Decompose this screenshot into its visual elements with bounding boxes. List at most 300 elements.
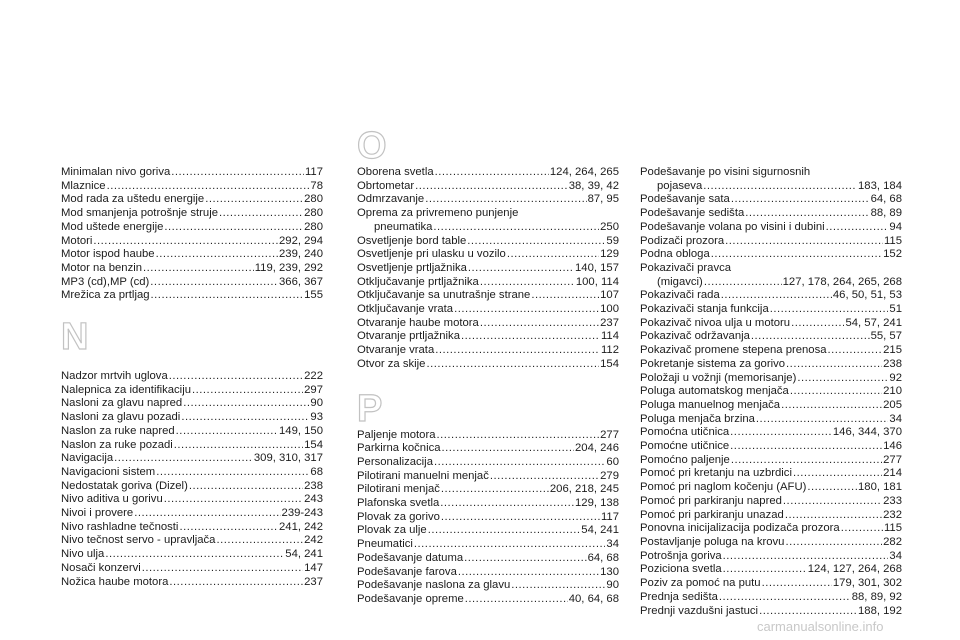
watermark: carmanualsonline.info [757, 619, 884, 634]
entry-term: Nalepnica za identifikaciju [61, 383, 191, 396]
entry-term: Podna obloga [640, 248, 710, 261]
index-entry [61, 207, 323, 221]
index-entry [357, 456, 619, 470]
entry-term: Nosači konzervi [61, 561, 141, 574]
entry-pages: 233 [883, 494, 902, 507]
index-entry [640, 399, 902, 413]
index-entry [357, 497, 619, 511]
leader-dots [426, 358, 599, 372]
entry-pages: 87, 95 [587, 193, 619, 206]
leader-dots [433, 221, 599, 235]
index-entry [357, 248, 619, 262]
index-entry [640, 262, 902, 276]
entry-pages: 152 [883, 248, 902, 261]
index-entry [640, 577, 902, 591]
index-entry [640, 317, 902, 331]
top-spacer [61, 0, 323, 166]
index-entry [357, 221, 619, 235]
index-entry [61, 507, 323, 521]
index-entry [357, 593, 619, 607]
entry-pages: 280 [304, 193, 323, 206]
index-entry [640, 495, 902, 509]
index-entry [357, 579, 619, 593]
leader-dots [143, 262, 254, 276]
leader-dots [216, 534, 303, 548]
entry-pages: 129, 138 [575, 497, 619, 510]
index-entry [640, 591, 902, 605]
entry-pages: 38, 39, 42 [568, 179, 619, 192]
index-column-3 [640, 0, 902, 618]
entry-pages: 154 [304, 438, 323, 451]
leader-dots [723, 563, 807, 577]
index-entry [357, 317, 619, 331]
leader-dots [179, 521, 278, 535]
leader-dots [189, 480, 303, 494]
leader-dots [841, 522, 883, 536]
leader-dots [156, 466, 309, 480]
entry-pages: 206, 218, 245 [549, 483, 619, 496]
section-p-entries [357, 429, 619, 607]
entry-term: Poziv za pomoć na putu [640, 577, 761, 590]
entry-pages: 205 [883, 398, 902, 411]
entry-pages: 93 [310, 411, 323, 424]
entry-term: (migavci) [657, 275, 703, 288]
entry-pages: 46, 50, 51, 53 [832, 289, 902, 302]
index-entry [61, 166, 323, 180]
entry-pages: 59 [606, 234, 619, 247]
leader-dots [730, 426, 832, 440]
entry-term: Pokazivači rada [640, 289, 720, 302]
leader-dots [467, 235, 605, 249]
leader-dots [169, 370, 303, 384]
leader-dots [114, 452, 253, 466]
leader-dots [415, 180, 568, 194]
entry-term: Mlaznice [61, 179, 106, 192]
leader-dots [464, 552, 586, 566]
leader-dots [762, 577, 832, 591]
index-entry [61, 439, 323, 453]
index-entry [357, 289, 619, 303]
entry-pages: 51 [889, 303, 902, 316]
entry-term: Navigacioni sistem [61, 465, 156, 478]
leader-dots [440, 497, 574, 511]
index-entry [357, 511, 619, 525]
entry-term: Mrežica za prtljag [61, 289, 150, 302]
entry-pages: 64, 68 [587, 551, 619, 564]
entry-term: Ponovna inicijalizacija podizača prozora [640, 522, 840, 535]
entry-pages: 277 [883, 453, 902, 466]
entry-term: Naslon za ruke pozadi [61, 438, 173, 451]
entry-term: Prednja sedišta [640, 590, 718, 603]
entry-pages: 64, 68 [870, 193, 902, 206]
leader-dots [783, 495, 882, 509]
leader-dots [156, 248, 278, 262]
leader-dots [723, 550, 889, 564]
index-entry [640, 180, 902, 194]
entry-term: Podešavanje farova [357, 565, 457, 578]
entry-term: Podešavanje opreme [357, 592, 464, 605]
index-entry [61, 221, 323, 235]
index-entry [357, 276, 619, 290]
entry-term: Pomoćne utičnice [640, 440, 730, 453]
entry-term: Otvaranje haube motora [357, 316, 479, 329]
index-entry [357, 235, 619, 249]
index-entry [357, 330, 619, 344]
entry-term: Motor ispod haube [61, 248, 155, 261]
index-entry [640, 563, 902, 577]
entry-pages: 242 [304, 534, 323, 547]
entry-term: Nedostatak goriva (Dizel) [61, 479, 188, 492]
entry-term: MP3 (cd),MP (cd) [61, 275, 150, 288]
entry-pages: 297 [304, 383, 323, 396]
index-entry [640, 193, 902, 207]
index-entry [640, 509, 902, 523]
entry-term: Pomoć pri kretanju na uzbrdici [640, 467, 792, 480]
leader-dots [711, 248, 882, 262]
entry-pages: 34 [606, 538, 619, 551]
index-entry [640, 467, 902, 481]
entry-pages: 117 [304, 166, 323, 178]
index-entry [357, 442, 619, 456]
entry-pages: 115 [883, 522, 902, 535]
entry-pages: 279 [600, 469, 619, 482]
entry-term: Pokazivači stanja funkcija [640, 303, 769, 316]
entry-term: Položaji u vožnji (memorisanje) [640, 371, 797, 384]
leader-dots [797, 372, 888, 386]
index-entry [61, 262, 323, 276]
index-entry [640, 303, 902, 317]
leader-dots [790, 385, 882, 399]
entry-term: Pilotirani manuelni menjač [357, 469, 489, 482]
entry-term: Plovak za ulje [357, 524, 427, 537]
index-entry [61, 548, 323, 562]
entry-pages: 237 [600, 316, 619, 329]
entry-pages: 115 [883, 234, 902, 247]
entry-term: Pneumatici [357, 538, 413, 551]
entry-term: Pokazivači pravca [640, 261, 732, 274]
section-letter-n: N [61, 316, 89, 359]
index-entry [640, 372, 902, 386]
entry-pages: 188, 192 [858, 604, 902, 617]
entry-pages: 154 [600, 357, 619, 370]
index-entry [61, 466, 323, 480]
index-entry [61, 576, 323, 590]
entry-pages: 112 [600, 344, 619, 357]
entry-pages: 243 [304, 493, 323, 506]
index-entry [640, 413, 902, 427]
entry-pages: 60 [606, 455, 619, 468]
entry-pages: 366, 367 [279, 275, 323, 288]
leader-dots [468, 262, 574, 276]
entry-pages: 204, 246 [575, 442, 619, 455]
leader-dots [785, 509, 882, 523]
leader-dots [171, 166, 304, 180]
leader-dots [751, 330, 870, 344]
entry-pages: 277 [600, 428, 619, 441]
entry-pages: 282 [883, 535, 902, 548]
entry-pages: 94 [889, 220, 902, 233]
entry-pages: 114 [600, 330, 619, 343]
entry-term: Nivo rashladne tečnosti [61, 520, 179, 533]
entry-term: Parkirna kočnica [357, 442, 441, 455]
leader-dots [219, 207, 303, 221]
entry-pages: 146 [883, 440, 902, 453]
entry-pages: 117 [600, 510, 619, 523]
leader-dots [458, 566, 599, 580]
entry-pages: 146, 344, 370 [832, 426, 902, 439]
entry-term: Otključavanje vrata [357, 303, 454, 316]
entry-term: Nivoi i provere [61, 507, 134, 520]
entry-pages: 107 [600, 289, 619, 302]
leader-dots [164, 221, 303, 235]
entry-term: Pokazivač održavanja [640, 330, 750, 343]
index-entry [61, 370, 323, 384]
entry-term: Motor na benzin [61, 261, 143, 274]
entry-pages: 130 [600, 565, 619, 578]
leader-dots [770, 303, 889, 317]
index-entry [61, 235, 323, 249]
leader-dots [425, 193, 586, 207]
entry-pages: 241, 242 [279, 520, 323, 533]
index-entry [640, 221, 902, 235]
entry-pages: 88, 89, 92 [851, 590, 902, 603]
entry-term: Poluga automatskog menjača [640, 385, 789, 398]
entry-pages: 54, 57, 241 [845, 316, 902, 329]
entry-term: Potrošnja goriva [640, 549, 722, 562]
index-entry [61, 493, 323, 507]
entry-pages: 183, 184 [858, 179, 902, 192]
index-entry [357, 483, 619, 497]
leader-dots [107, 180, 310, 194]
entry-pages: 34 [889, 412, 902, 425]
entry-term: Pokazivač nivoa ulja u motoru [640, 316, 791, 329]
leader-dots [507, 248, 599, 262]
entry-pages: 88, 89 [870, 207, 902, 220]
entry-term: Odmrzavanje [357, 193, 425, 206]
entry-pages: 232 [883, 508, 902, 521]
entry-pages: 210 [883, 385, 902, 398]
leader-dots [414, 538, 606, 552]
section-letter-o: O [357, 125, 387, 167]
index-entry [61, 411, 323, 425]
entry-term: Mod uštede energije [61, 220, 164, 233]
section-n-entries [61, 370, 323, 589]
entry-term: Otvaranje vrata [357, 344, 435, 357]
index-entry [61, 452, 323, 466]
leader-dots [169, 576, 303, 590]
entry-term: Otključavanje sa unutrašnje strane [357, 289, 531, 302]
leader-dots [441, 511, 600, 525]
entry-term: Otključavanje prtljažnika [357, 275, 479, 288]
index-entry [357, 524, 619, 538]
index-entry [61, 384, 323, 398]
index-entry [640, 344, 902, 358]
index-entry [640, 426, 902, 440]
entry-term: Otvor za skije [357, 357, 426, 370]
entry-pages: 40, 64, 68 [568, 592, 619, 605]
entry-pages: 140, 157 [575, 261, 619, 274]
entry-term: Plovak za gorivo [357, 510, 440, 523]
entry-term: Nasloni za glavu pozadi [61, 411, 181, 424]
index-entry [640, 358, 902, 372]
entry-pages: 222 [304, 370, 323, 383]
leader-dots [490, 470, 599, 484]
leader-dots [785, 536, 882, 550]
leader-dots [756, 413, 889, 427]
index-entry [61, 480, 323, 494]
index-entry [640, 481, 902, 495]
index-entry [640, 454, 902, 468]
entry-term: Osvetljenje pri ulasku u vozilo [357, 248, 506, 261]
leader-dots [719, 591, 851, 605]
entry-term: Pomoć pri naglom kočenju (AFU) [640, 481, 807, 494]
index-entry [61, 521, 323, 535]
entry-term: Minimalan nivo goriva [61, 166, 171, 178]
entry-term: Podešavanje naslona za glavu [357, 579, 511, 592]
index-entry [61, 180, 323, 194]
leader-dots [150, 276, 278, 290]
entry-pages: 124, 127, 264, 268 [807, 563, 902, 576]
leader-dots [435, 344, 600, 358]
leader-dots [454, 303, 599, 317]
leader-dots [731, 454, 882, 468]
leader-dots [791, 317, 844, 331]
entry-pages: 147 [304, 561, 323, 574]
entry-pages: 78 [310, 179, 323, 192]
entry-term: Oborena svetla [357, 166, 434, 178]
leader-dots [807, 481, 857, 495]
entry-pages: 100, 114 [575, 275, 619, 288]
index-entry [640, 166, 902, 180]
index-entry [357, 358, 619, 372]
index-column-2 [357, 0, 619, 607]
entry-pages: 238 [883, 357, 902, 370]
index-entry [61, 248, 323, 262]
section-o-entries [357, 166, 619, 372]
entry-term: Otvaranje prtljažnika [357, 330, 460, 343]
index-entry [640, 536, 902, 550]
leader-dots [105, 548, 284, 562]
entry-pages: 280 [304, 207, 323, 220]
leader-dots [151, 289, 304, 303]
entry-pages: 155 [304, 289, 323, 302]
index-entry [357, 552, 619, 566]
entry-pages: 55, 57 [870, 330, 902, 343]
leader-dots [731, 193, 870, 207]
index-entry [357, 166, 619, 180]
entry-pages: 238 [304, 479, 323, 492]
index-entry [640, 550, 902, 564]
entry-term: Pokretanje sistema za gorivo [640, 357, 786, 370]
entry-pages: 214 [883, 467, 902, 480]
entry-term: Podizači prozora [640, 234, 725, 247]
index-entry [61, 276, 323, 290]
leader-dots [465, 593, 568, 607]
index-entry [640, 207, 902, 221]
leader-dots [531, 289, 599, 303]
entry-term: Podešavanje datuma [357, 551, 464, 564]
entry-pages: 124, 264, 265 [549, 166, 619, 178]
leader-dots [759, 605, 857, 619]
leader-dots [461, 330, 600, 344]
index-entry [61, 289, 323, 303]
index-entry [640, 235, 902, 249]
index-entry [640, 605, 902, 619]
entry-pages: 180, 181 [858, 481, 902, 494]
entry-pages: 149, 150 [279, 424, 323, 437]
index-entry [357, 470, 619, 484]
index-entry [357, 180, 619, 194]
leader-dots [192, 384, 303, 398]
entry-term: Pomoćna utičnica [640, 426, 730, 439]
entry-term: Podešavanje sata [640, 193, 730, 206]
entry-term: Osvetljenje bord table [357, 234, 467, 247]
entry-term: Nasloni za glavu napred [61, 397, 183, 410]
leader-dots [134, 507, 280, 521]
entry-term: Prednji vazdušni jastuci [640, 604, 759, 617]
index-entry [640, 522, 902, 536]
entry-term: Navigacija [61, 452, 114, 465]
index-column-1 [61, 0, 323, 589]
entry-term: Podešavanje volana po visini i dubini [640, 220, 825, 233]
index-entry [640, 385, 902, 399]
entry-term: Osvetljenje prtljažnika [357, 261, 467, 274]
leader-dots [511, 579, 605, 593]
entry-term: Pilotirani menjač [357, 483, 440, 496]
entry-term: Nivo ulja [61, 548, 105, 561]
leader-dots [435, 166, 549, 180]
entry-pages: 239-243 [281, 507, 323, 520]
entry-term: pojaseva [657, 179, 703, 192]
entry-term: Oprema za privremeno punjenje [357, 207, 519, 220]
section-p-entries-continued [640, 166, 902, 618]
entry-pages: 90 [310, 397, 323, 410]
leader-dots [793, 467, 882, 481]
entry-term: Pomoćno paljenje [640, 453, 730, 466]
entry-pages: 54, 241 [581, 524, 619, 537]
entry-pages: 92 [889, 371, 902, 384]
index-entry [61, 534, 323, 548]
leader-dots [480, 317, 599, 331]
entry-pages: 119, 239, 292 [254, 261, 323, 274]
leader-dots [786, 358, 882, 372]
leader-dots [176, 425, 278, 439]
leader-dots [745, 207, 869, 221]
entry-pages: 179, 301, 302 [832, 577, 902, 590]
index-entry [357, 303, 619, 317]
leader-dots [164, 493, 303, 507]
index-entry [640, 440, 902, 454]
entry-term: Nadzor mrtvih uglova [61, 370, 168, 383]
entry-term: Mod rada za uštedu energije [61, 193, 205, 206]
section-letter-p: P [357, 387, 383, 430]
entry-pages: 239, 240 [279, 248, 323, 261]
index-entry [357, 344, 619, 358]
entry-term: Poluga manuelnog menjača [640, 398, 781, 411]
leader-dots [181, 411, 309, 425]
entry-pages: 54, 241 [285, 548, 323, 561]
entry-term: Nožica haube motora [61, 575, 169, 588]
leader-dots [174, 439, 303, 453]
leader-dots [730, 440, 882, 454]
entry-pages: 90 [606, 579, 619, 592]
index-entry [357, 566, 619, 580]
index-entry [61, 193, 323, 207]
leader-dots [828, 344, 883, 358]
entry-pages: 309, 310, 317 [253, 452, 323, 465]
leader-dots [826, 221, 889, 235]
leader-dots [703, 180, 857, 194]
